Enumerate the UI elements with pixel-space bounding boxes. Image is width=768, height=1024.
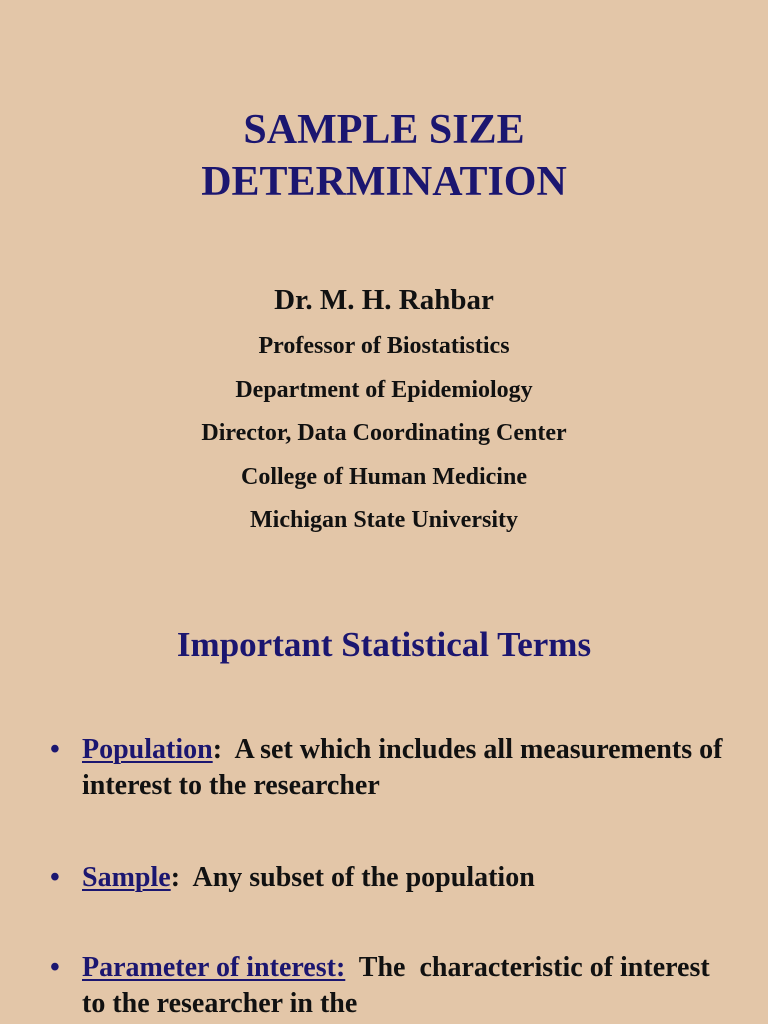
- term-entry: [82, 732, 730, 804]
- bullet-icon: •: [50, 734, 60, 765]
- term-definition: Any subset of the population: [180, 862, 535, 893]
- affiliation-line: Michigan State University: [250, 507, 518, 533]
- affiliation-line: Department of Epidemiology: [235, 376, 533, 403]
- term-separator: :: [170, 862, 181, 893]
- term-entry: [82, 950, 730, 1022]
- term-separator: :: [212, 734, 223, 765]
- term-definition: A set which includes all measurements of interest to the researcher: [82, 734, 730, 801]
- list-item-population: [50, 732, 730, 804]
- affiliation-line: Professor of Biostatistics: [258, 333, 510, 359]
- affiliation-line: Director, Data Coordinating Center: [201, 420, 567, 446]
- slide-title-line-1: SAMPLE SIZE: [243, 107, 525, 153]
- slide-title: [0, 104, 768, 208]
- term-name: Sample: [82, 862, 171, 893]
- section-heading: Important Statistical Terms: [176, 625, 592, 664]
- term-definition: The characteristic of interest to the researcher in the: [82, 952, 717, 1019]
- term-entry: [82, 860, 730, 896]
- affiliation-line: College of Human Medicine: [241, 463, 527, 490]
- slide-title-line-2: DETERMINATION: [201, 159, 567, 205]
- term-name: Parameter of interest:: [82, 952, 346, 983]
- author-name: Dr. M. H. Rahbar: [274, 284, 494, 316]
- list-item-parameter-of-interest: [50, 950, 730, 1022]
- bullet-icon: •: [50, 952, 60, 983]
- term-name: Population: [82, 734, 213, 765]
- bullet-icon: •: [50, 862, 60, 893]
- author-affiliations: [0, 328, 768, 546]
- list-item-sample: [50, 860, 730, 896]
